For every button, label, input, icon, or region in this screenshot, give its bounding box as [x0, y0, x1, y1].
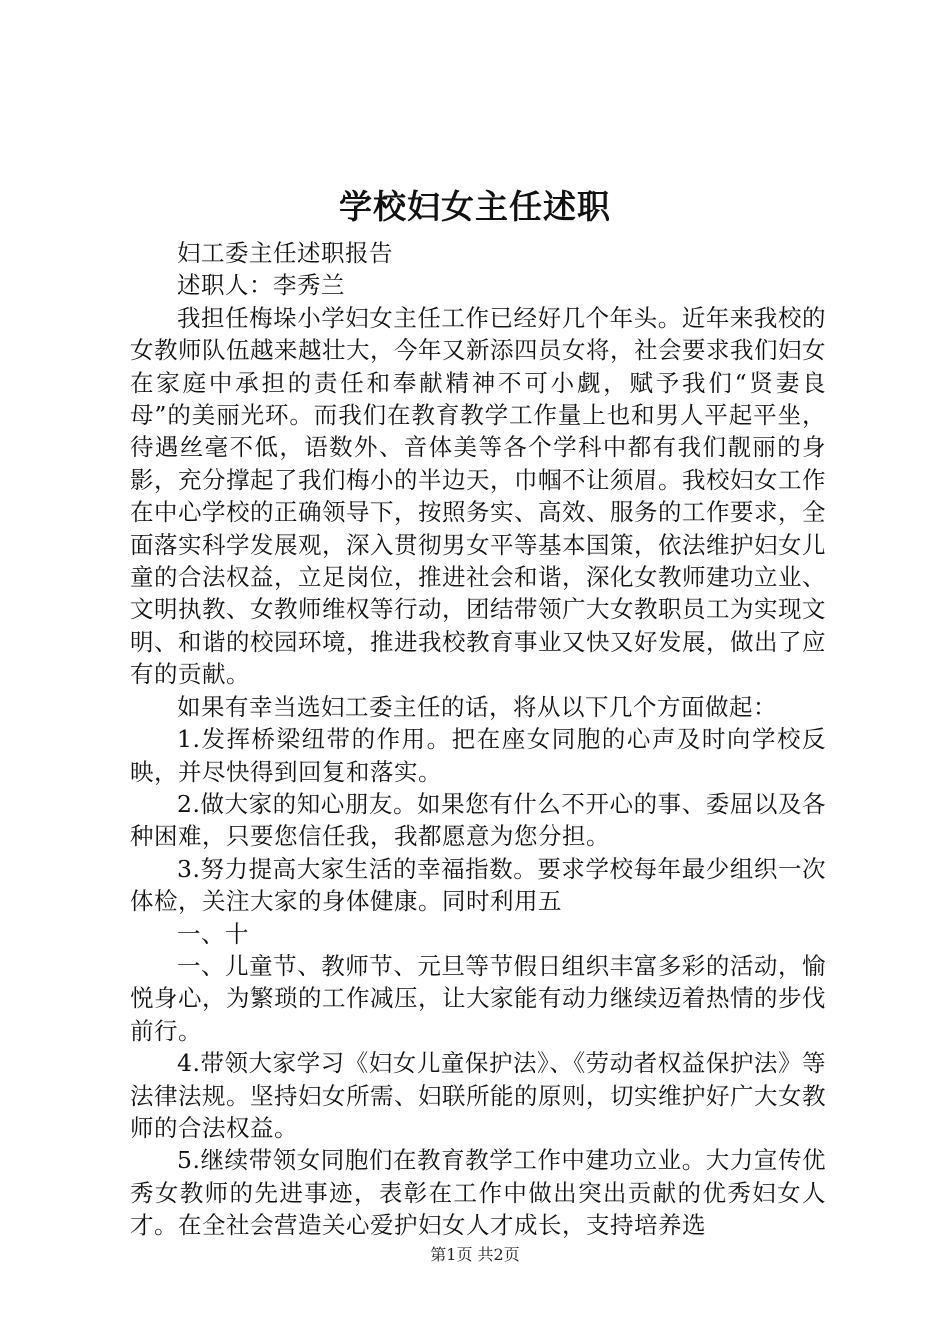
plan-item-3-continued: 一、儿童节、教师节、元旦等节假日组织丰富多彩的活动，愉悦身心，为繁琐的工作减压，让大家能有动力继续迈着热情的步伐前行。	[130, 951, 826, 1045]
plan-item-3-fragment: 一、十	[177, 919, 249, 948]
plan-item-4: 4.带领大家学习《妇女儿童保护法》、《劳动者权益保护法》等法律法规。坚持妇女所需、妇联所能的原则，切实维护好广大女教师的合法权益。	[130, 1049, 826, 1142]
intro-paragraph: 我担任梅垛小学妇女主任工作已经好几个年头。近年来我校的女教师队伍越来越壮大，今年又新添四员女将，社会要求我们妇女在家庭中承担的责任和奉献精神不可小觑，赋予我们“贤妻良母”的美丽光环。而我们在教育教学工作量上也和男人平起平坐，待遇丝毫不低，语数外、音体美等各个学科中都有我们靓丽的身影，充分撑起了我们梅小的半边天，巾帼不让须眉。我校妇女工作在中心学校的正确领导下，按照务实、高效、服务的工作要求，全面落实科学发展观，深入贯彻男女平等基本国策，依法维护妇女儿童的合法权益，立足岗位，推进社会和谐，深化女教师建功立业、文明执教、女教师维权等行动，团结带领广大女教职员工为实现文明、和谐的校园环境，推进我校教育事业又快又好发展，做出了应有的贡献。	[130, 303, 826, 689]
document-title: 学校妇女主任述职	[339, 187, 611, 226]
plan-item-1: 1.发挥桥梁纽带的作用。把在座女同胞的心声及时向学校反映，并尽快得到回复和落实。	[130, 725, 826, 786]
reporter-line: 述职人：李秀兰	[177, 271, 345, 300]
plan-item-2: 2.做大家的知心朋友。如果您有什么不开心的事、委屈以及各种困难，只要您信任我，我都愿意为您分担。	[130, 789, 826, 851]
document-body	[130, 237, 826, 1242]
report-subtitle: 妇工委主任述职报告	[177, 239, 393, 267]
plan-intro-paragraph: 如果有幸当选妇工委主任的话，将从以下几个方面做起：	[177, 692, 777, 721]
plan-item-5: 5.继续带领女同胞们在教育教学工作中建功立业。大力宣传优秀女教师的先进事迹，表彰在工作中做出突出贡献的优秀妇女人才。在全社会营造关心爱护妇女人才成长，支持培养选	[130, 1146, 826, 1240]
plan-item-3: 3.努力提高大家生活的幸福指数。要求学校每年最少组织一次体检，关注大家的身体健康。同时利用五	[130, 854, 826, 916]
page-number-footer: 第1页 共2页	[430, 1245, 520, 1264]
